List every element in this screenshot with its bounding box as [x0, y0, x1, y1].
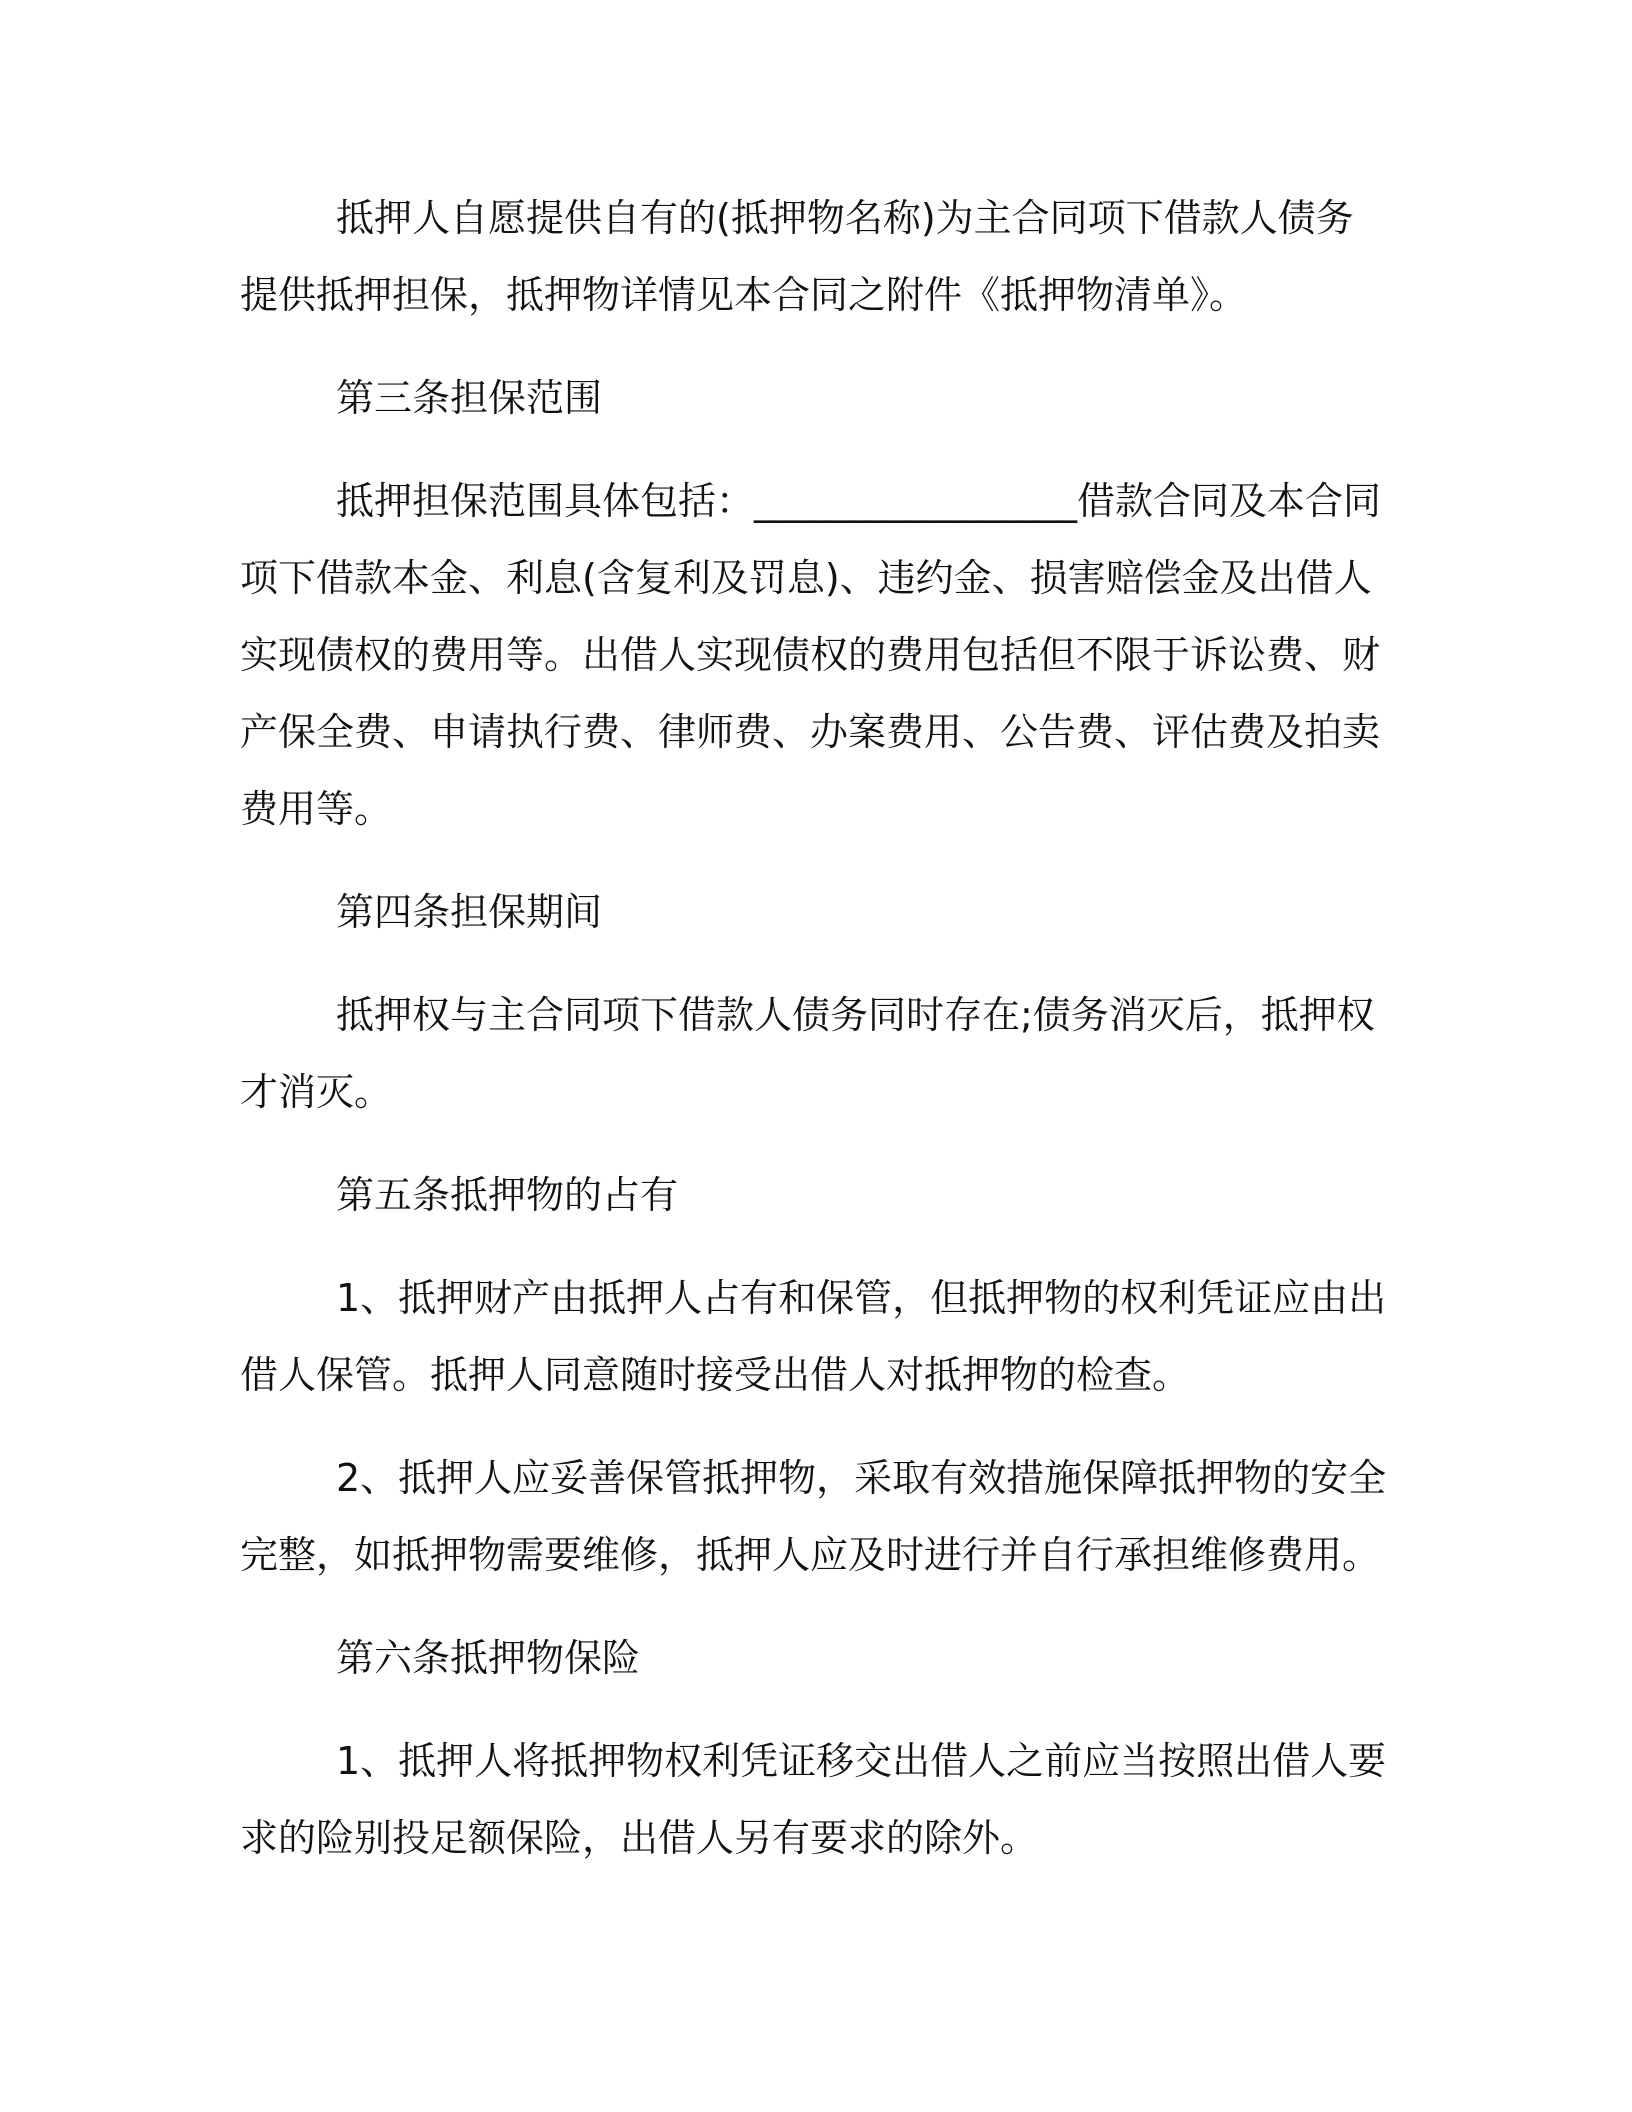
- paragraph-guarantee-period: 抵押权与主合同项下借款人债务同时存在;债务消灭后，抵押权才消灭。: [240, 993, 1375, 1114]
- document-body: [240, 180, 1390, 1903]
- heading-article-6: 第六条抵押物保险: [336, 1636, 641, 1680]
- paragraph-possession-2: 2、抵押人应妥善保管抵押物，采取有效措施保障抵押物的安全完整，如抵押物需要维修，抵押人应及时进行并自行承担维修费用。: [240, 1456, 1387, 1577]
- heading-article-3: 第三条担保范围: [336, 376, 603, 420]
- paragraph-guarantee-scope: 抵押担保范围具体包括：_________________借款合同及本合同项下借款本金、利息(含复利及罚息)、违约金、损害赔偿金及出借人实现债权的费用等。出借人实现债权的费用包括但不限于诉讼费、财产保全费、申请执行费、律师费、办案费用、公告费、评估费及拍卖费用等。: [240, 479, 1382, 831]
- heading-article-5: 第五条抵押物的占有: [336, 1173, 679, 1217]
- heading-article-4: 第四条担保期间: [336, 890, 603, 934]
- paragraph-collateral-provision: 抵押人自愿提供自有的(抵押物名称)为主合同项下借款人债务提供抵押担保，抵押物详情见本合同之附件《抵押物清单》。: [240, 196, 1354, 317]
- paragraph-insurance-1: 1、抵押人将抵押物权利凭证移交出借人之前应当按照出借人要求的险别投足额保险，出借人另有要求的除外。: [240, 1739, 1387, 1860]
- paragraph-possession-1: 1、抵押财产由抵押人占有和保管，但抵押物的权利凭证应由出借人保管。抵押人同意随时接受出借人对抵押物的检查。: [240, 1276, 1387, 1397]
